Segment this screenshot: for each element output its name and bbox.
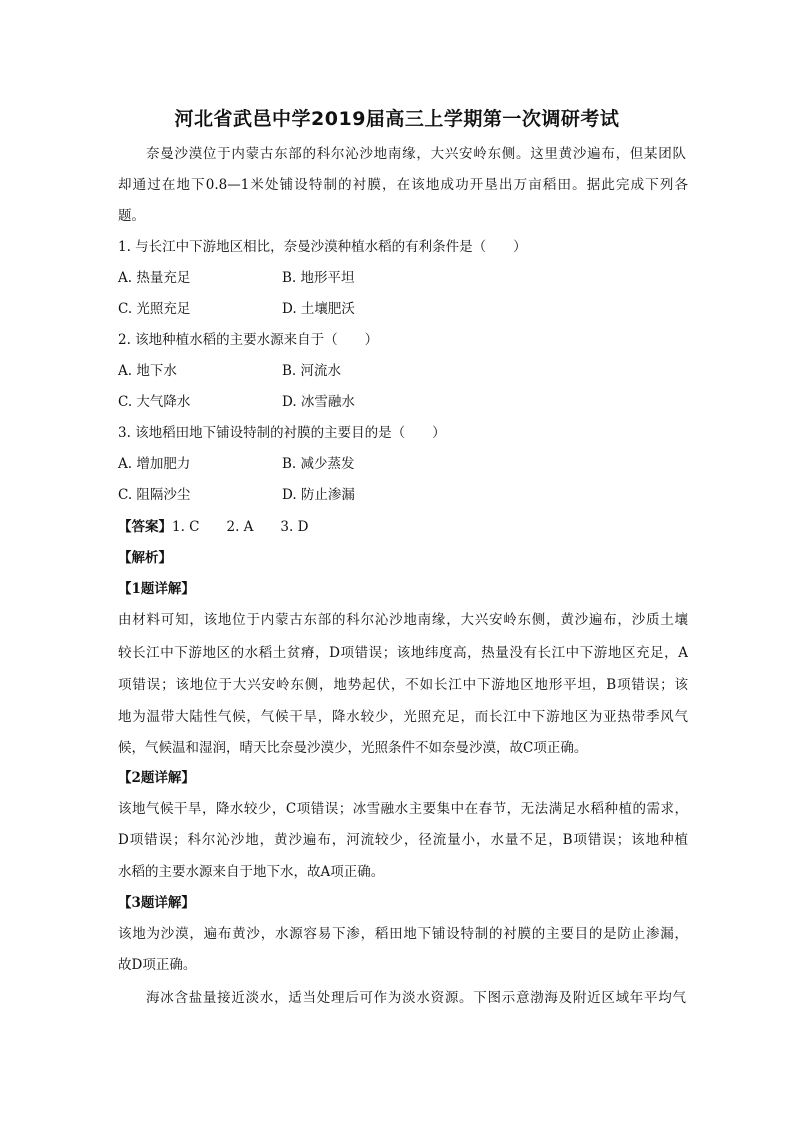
question-option: C. 大气降水 [118,394,191,410]
detail-line: 较长江中下游地区的水稻土贫瘠，D项错误；该地纬度高，热量没有长江中下游地区充足，A [118,645,688,661]
detail-line: D项错误；科尔沁沙地，黄沙遍布，河流较少，径流量小，水量不足，B项错误；该地种植 [118,832,688,848]
question-option: C. 光照充足 [118,301,191,317]
question-option: B. 减少蒸发 [282,456,355,472]
question-stem: 2. 该地种植水稻的主要水源来自于（ ） [118,332,379,348]
question-stem: 1. 与长江中下游地区相比，奈曼沙漠种植水稻的有利条件是（ ） [118,239,527,255]
detail-line: 故D项正确。 [118,957,197,973]
intro-line: 却通过在地下0.8—1米处铺设特制的衬膜，在该地成功开垦出万亩稻田。据此完成下列各 [118,177,688,193]
answer-label: 【答案】 [118,519,172,535]
detail-line: 地为温带大陆性气候，气候干旱，降水较少，光照充足，而长江中下游地区为亚热带季风气 [118,709,688,725]
question-option: D. 防止渗漏 [282,487,355,503]
detail-line: 项错误；该地位于大兴安岭东侧，地势起伏，不如长江中下游地区地形平坦，B项错误；该 [118,677,688,693]
detail-label: 【2题详解】 [118,770,195,786]
detail-line: 候，气候温和湿润，晴天比奈曼沙漠少，光照条件不如奈曼沙漠，故C项正确。 [118,740,588,756]
detail-label: 【3题详解】 [118,895,195,911]
detail-line: 该地气候干旱，降水较少，C项错误；冰雪融水主要集中在春节，无法满足水稻种植的需求， [118,801,688,817]
detail-label: 【1题详解】 [118,581,195,597]
question-stem: 3. 该地稻田地下铺设特制的衬膜的主要目的是（ ） [118,425,446,441]
answer-line [118,517,688,537]
question-option: A. 热量充足 [118,270,191,286]
detail-line: 由材料可知，该地位于内蒙古东部的科尔沁沙地南缘，大兴安岭东侧，黄沙遍布，沙质土壤 [118,612,688,628]
question-option: C. 阻隔沙尘 [118,487,191,503]
detail-line: 该地为沙漠，遍布黄沙，水源容易下渗，稻田地下铺设特制的衬膜的主要目的是防止渗漏， [118,926,688,942]
answer-text: 1. C 2. A 3. D [172,519,309,535]
analysis-label: 【解析】 [118,550,172,566]
question-option: D. 冰雪融水 [282,394,355,410]
question-option: D. 土壤肥沃 [282,301,355,317]
question-option: A. 地下水 [118,363,177,379]
intro-line: 奈曼沙漠位于内蒙古东部的科尔沁沙地南缘，大兴安岭东侧。这里黄沙遍布，但某团队 [146,146,686,162]
next-passage-line: 海冰含盐量接近淡水，适当处理后可作为淡水资源。下图示意渤海及附近区域年平均气 [146,990,686,1006]
question-option: A. 增加肥力 [118,456,191,472]
question-option: B. 河流水 [282,363,342,379]
detail-line: 水稻的主要水源来自于地下水，故A项正确。 [118,864,385,880]
question-option: B. 地形平坦 [282,270,355,286]
page-title: 河北省武邑中学2019届高三上学期第一次调研考试 [174,108,620,130]
intro-line: 题。 [118,208,145,224]
